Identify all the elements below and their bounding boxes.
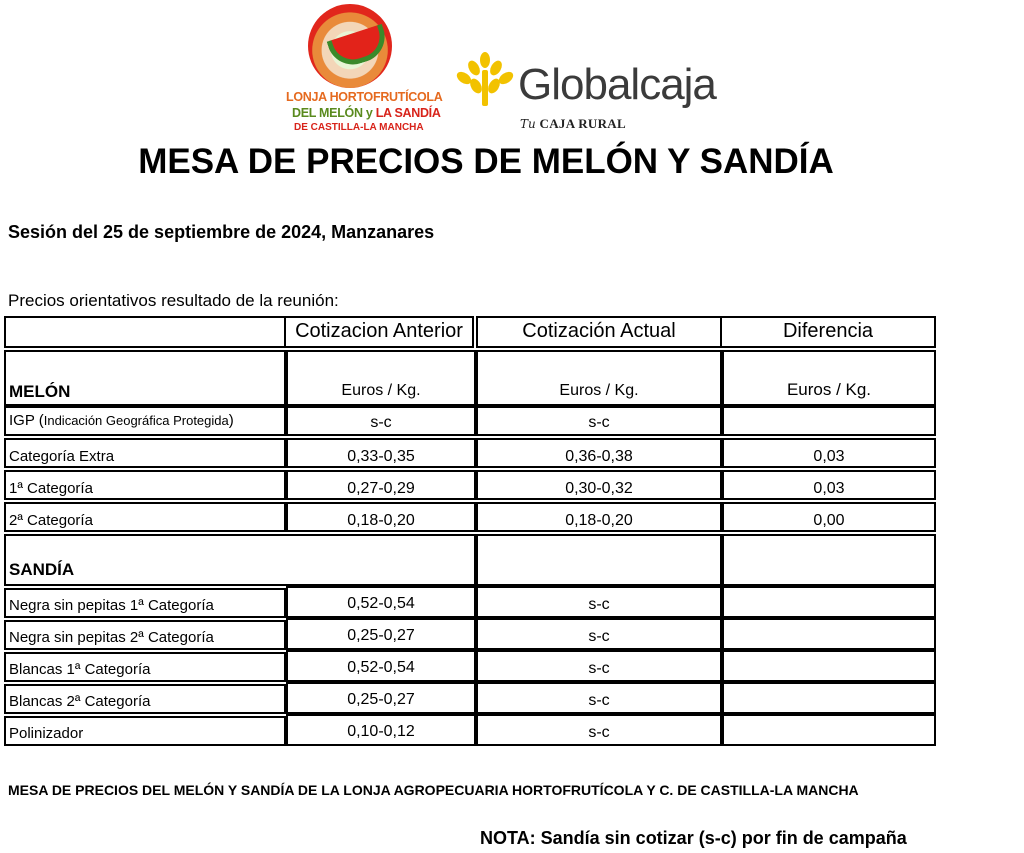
table-header-label-cell xyxy=(4,316,286,348)
blancas-primera-anterior: 0,52-0,54 xyxy=(286,650,476,682)
lonja-logo-line1: LONJA HORTOFRUTÍCOLA xyxy=(286,90,443,104)
header-diferencia: Diferencia xyxy=(720,316,936,348)
globalcaja-logo xyxy=(452,50,722,136)
blancas-segunda-anterior: 0,25-0,27 xyxy=(286,682,476,714)
negra-primera-anterior: 0,52-0,54 xyxy=(286,586,476,618)
primera-categoria-actual: 0,30-0,32 xyxy=(476,470,722,500)
blancas-segunda-actual: s-c xyxy=(476,682,722,714)
page-title: MESA DE PRECIOS DE MELÓN Y SANDÍA xyxy=(138,142,834,181)
wheat-icon xyxy=(452,52,518,108)
row-label-segunda-categoria: 2ª Categoría xyxy=(4,502,286,532)
lonja-logo-line2: DEL MELÓN y LA SANDÍA xyxy=(292,106,441,120)
polinizador-actual: s-c xyxy=(476,714,722,746)
row-label-blancas-segunda: Blancas 2ª Categoría xyxy=(4,684,286,714)
globalcaja-wordmark: Globalcaja xyxy=(518,60,716,109)
segunda-categoria-diferencia: 0,00 xyxy=(722,502,936,532)
unit-anterior: Euros / Kg. xyxy=(286,350,476,406)
row-label-negra-segunda: Negra sin pepitas 2ª Categoría xyxy=(4,620,286,650)
negra-primera-diferencia xyxy=(722,586,936,618)
sandia-diferencia-blank xyxy=(722,534,936,586)
primera-categoria-anterior: 0,27-0,29 xyxy=(286,470,476,500)
row-label-categoria-extra: Categoría Extra xyxy=(4,438,286,468)
row-label-polinizador: Polinizador xyxy=(4,716,286,746)
igp-diferencia xyxy=(722,406,936,436)
section-sandia: SANDÍA xyxy=(4,534,476,586)
note-text: NOTA: Sandía sin cotizar (s-c) por fin de campaña xyxy=(480,828,907,848)
session-info: Sesión del 25 de septiembre de 2024, Manzanares xyxy=(8,222,435,242)
categoria-extra-diferencia: 0,03 xyxy=(722,438,936,468)
igp-anterior: s-c xyxy=(286,406,476,436)
row-label-negra-primera: Negra sin pepitas 1ª Categoría xyxy=(4,588,286,618)
unit-diferencia: Euros / Kg. xyxy=(722,350,936,406)
categoria-extra-actual: 0,36-0,38 xyxy=(476,438,722,468)
negra-segunda-anterior: 0,25-0,27 xyxy=(286,618,476,650)
negra-segunda-actual: s-c xyxy=(476,618,722,650)
header-cotizacion-actual: Cotización Actual xyxy=(476,316,722,348)
footer-text: MESA DE PRECIOS DEL MELÓN Y SANDÍA DE LA LONJA AGROPECUARIA HORTOFRUTÍCOLA Y C. DE CASTILLA-LA MANCHA xyxy=(8,782,859,798)
sandia-actual-blank xyxy=(476,534,722,586)
lonja-logo xyxy=(282,4,443,136)
globalcaja-tagline: Tu CAJA RURAL xyxy=(520,116,626,131)
row-label-primera-categoria: 1ª Categoría xyxy=(4,470,286,500)
polinizador-diferencia xyxy=(722,714,936,746)
categoria-extra-anterior: 0,33-0,35 xyxy=(286,438,476,468)
row-label-igp: IGP (Indicación Geográfica Protegida) xyxy=(4,406,286,436)
unit-actual: Euros / Kg. xyxy=(476,350,722,406)
segunda-categoria-anterior: 0,18-0,20 xyxy=(286,502,476,532)
negra-segunda-diferencia xyxy=(722,618,936,650)
segunda-categoria-actual: 0,18-0,20 xyxy=(476,502,722,532)
polinizador-anterior: 0,10-0,12 xyxy=(286,714,476,746)
section-melon: MELÓN xyxy=(4,350,286,406)
intro-text: Precios orientativos resultado de la reunión: xyxy=(8,291,339,310)
blancas-primera-actual: s-c xyxy=(476,650,722,682)
igp-actual: s-c xyxy=(476,406,722,436)
lonja-logo-line3: DE CASTILLA-LA MANCHA xyxy=(294,122,424,133)
row-label-blancas-primera: Blancas 1ª Categoría xyxy=(4,652,286,682)
header-cotizacion-anterior: Cotizacion Anterior xyxy=(284,316,474,348)
primera-categoria-diferencia: 0,03 xyxy=(722,470,936,500)
negra-primera-actual: s-c xyxy=(476,586,722,618)
blancas-primera-diferencia xyxy=(722,650,936,682)
blancas-segunda-diferencia xyxy=(722,682,936,714)
